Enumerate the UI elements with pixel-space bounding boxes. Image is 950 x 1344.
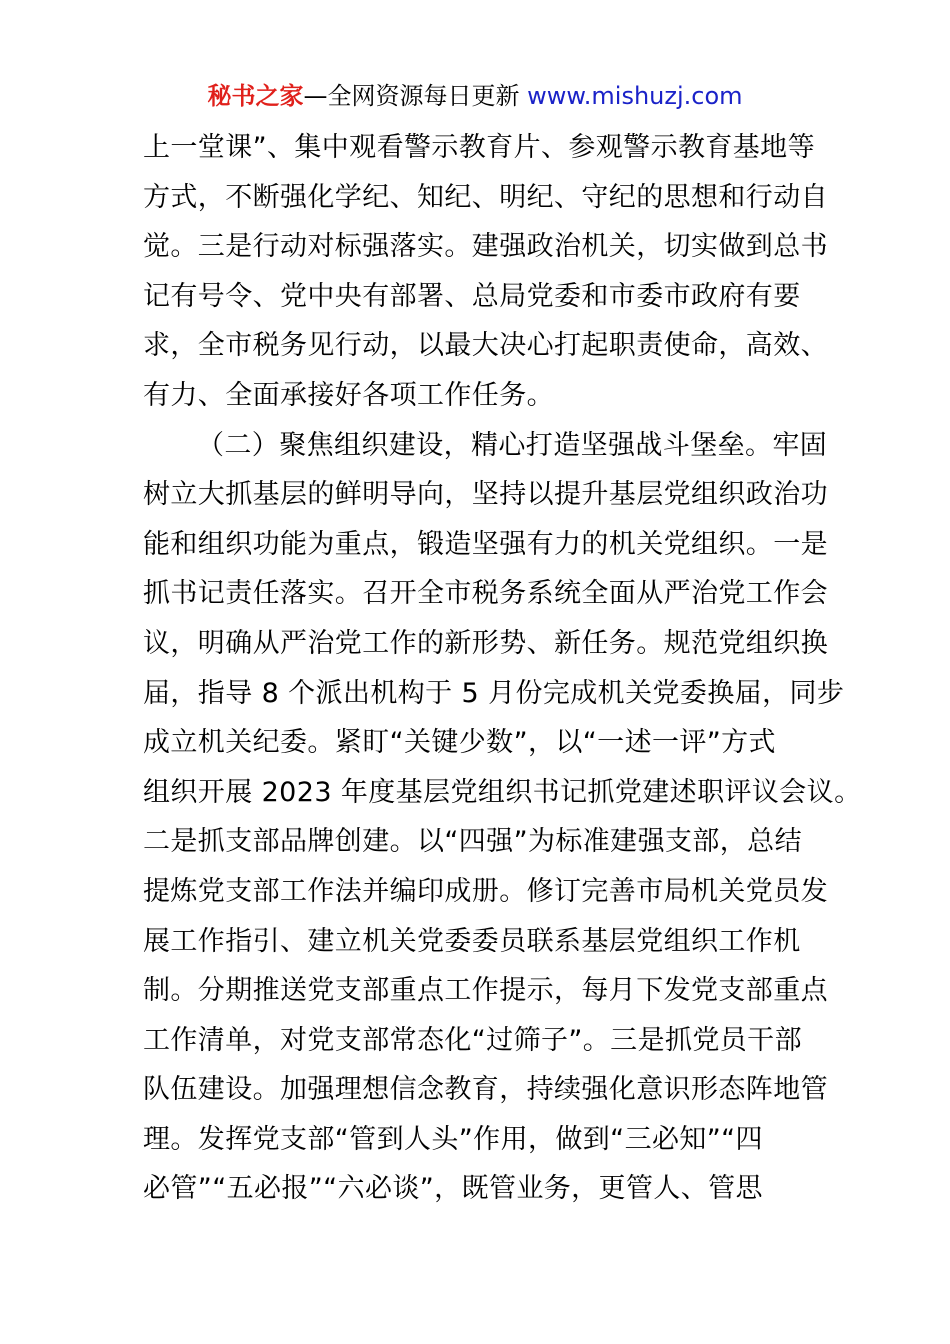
text-line: 觉。三是行动对标强落实。建强政治机关，切实做到总书 bbox=[143, 231, 828, 263]
text-line: 队伍建设。加强理想信念教育，持续强化意识形态阵地管 bbox=[143, 1074, 828, 1106]
site-url-link[interactable]: www.mishuzj.com bbox=[527, 82, 743, 110]
text-line: 方式，不断强化学纪、知纪、明纪、守纪的思想和行动自 bbox=[143, 181, 828, 213]
text-line: 能和组织功能为重点，锻造坚强有力的机关党组织。一是 bbox=[143, 528, 828, 560]
section-heading-line: （二）聚焦组织建设，精心打造坚强战斗堡垒。牢固 bbox=[197, 429, 828, 461]
text-line: 展工作指引、建立机关党委委员联系基层党组织工作机 bbox=[143, 925, 801, 957]
text-line: 有力、全面承接好各项工作任务。 bbox=[143, 379, 554, 411]
text-line: 求，全市税务见行动，以最大决心打起职责使命，高效、 bbox=[143, 330, 828, 362]
text-line: 议，明确从严治党工作的新形势、新任务。规范党组织换 bbox=[143, 627, 828, 659]
text-line: 二是抓支部品牌创建。以“四强”为标准建强支部，总结 bbox=[143, 826, 802, 858]
text-line: 组织开展 2023 年度基层党组织书记抓党建述职评议会议。 bbox=[143, 776, 862, 808]
text-line: 树立大抓基层的鲜明导向，坚持以提升基层党组织政治功 bbox=[143, 479, 828, 511]
text-line: 记有号令、党中央有部署、总局党委和市委市政府有要 bbox=[143, 280, 801, 312]
site-brand: 秘书之家 bbox=[207, 82, 304, 110]
text-line: 抓书记责任落实。召开全市税务系统全面从严治党工作会 bbox=[143, 578, 828, 610]
text-line: 理。发挥党支部“管到人头”作用，做到“三必知”“四 bbox=[143, 1123, 763, 1155]
text-line: 上一堂课”、集中观看警示教育片、参观警示教育基地等 bbox=[143, 132, 815, 163]
text-line: 成立机关纪委。紧盯“关键少数”，以“一述一评”方式 bbox=[143, 727, 776, 759]
text-line: 必管”“五必报”“六必谈”，既管业务，更管人、管思 bbox=[143, 1173, 763, 1205]
text-line: 提炼党支部工作法并编印成册。修订完善市局机关党员发 bbox=[143, 875, 828, 907]
text-line: 制。分期推送党支部重点工作提示，每月下发党支部重点 bbox=[143, 975, 828, 1007]
text-line: 届，指导 8 个派出机构于 5 月份完成机关党委换届，同步 bbox=[143, 677, 845, 709]
site-tagline: —全网资源每日更新 bbox=[303, 82, 528, 110]
document-body bbox=[143, 123, 862, 1214]
site-header bbox=[0, 80, 950, 112]
text-line: 工作清单，对党支部常态化“过筛子”。三是抓党员干部 bbox=[143, 1024, 802, 1056]
